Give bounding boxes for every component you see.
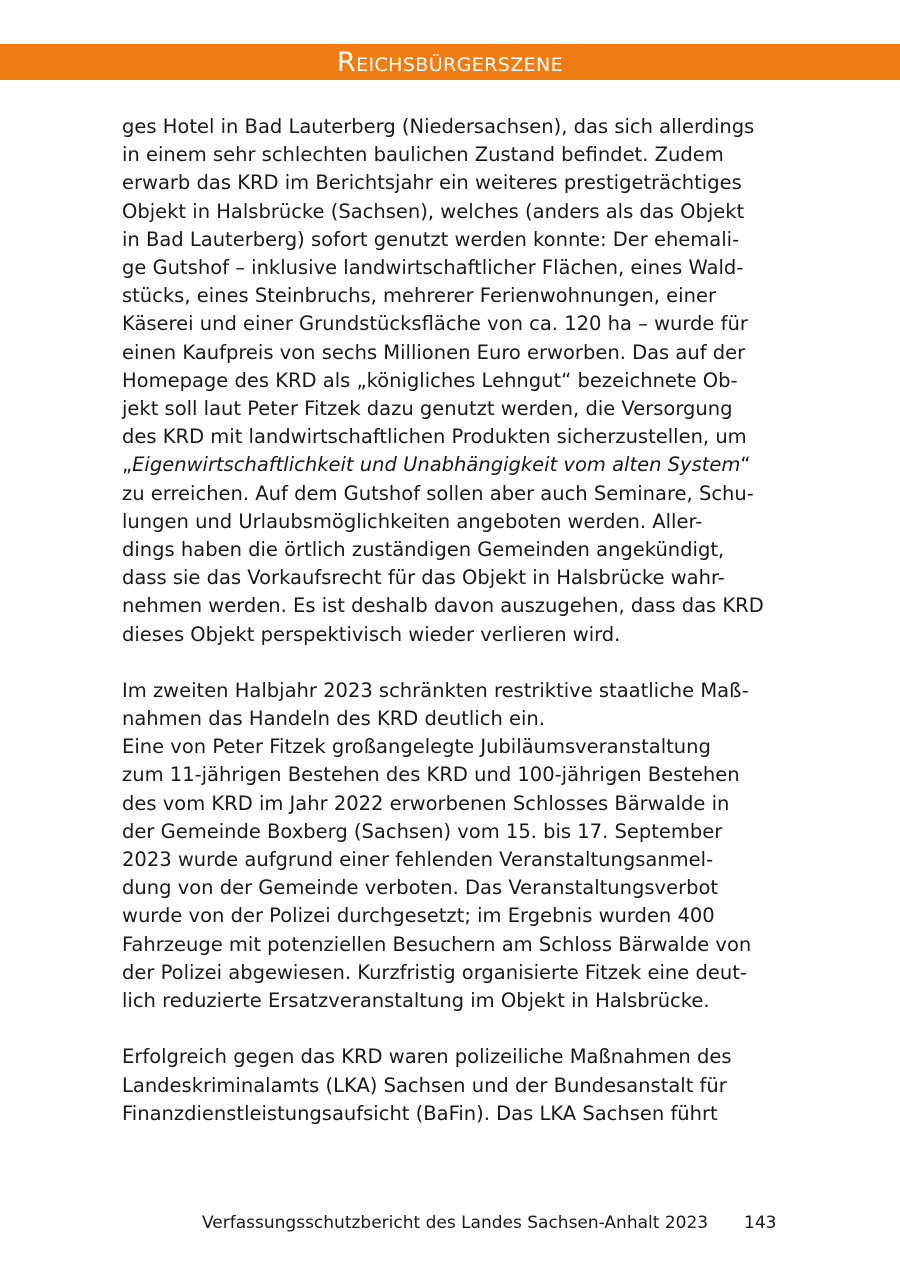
italic-quote: Eigenwirtschaftlichkeit und Unabhängigkeit vom alten System: [132, 453, 741, 477]
text-line: dieses Objekt perspektivisch wieder verlieren wird.: [122, 622, 621, 646]
text-line: des vom KRD im Jahr 2022 erworbenen Schlosses Bärwalde in: [122, 791, 730, 815]
text-line: dass sie das Vorkaufsrecht für das Objekt in Halsbrücke wahr-: [122, 566, 725, 590]
quote-line: [122, 451, 790, 479]
footer-title: Verfassungsschutzbericht des Landes Sachsen-Anhalt 2023: [202, 1213, 709, 1233]
text-line: Eine von Peter Fitzek großangelegte Jubiläumsveranstaltung: [122, 735, 711, 759]
text-line: zu erreichen. Auf dem Gutshof sollen aber auch Seminare, Schu-: [122, 481, 754, 505]
text-line: Käserei und einer Grundstücksfläche von ca. 120 ha – wurde für: [122, 312, 748, 336]
text-line: 2023 wurde aufgrund einer fehlenden Veranstaltungsanmel-: [122, 848, 714, 872]
text-line: ge Gutshof – inklusive landwirtschaftlicher Flächen, eines Wald-: [122, 256, 744, 280]
page-number: 143: [744, 1213, 777, 1233]
text-line: lich reduzierte Ersatzveranstaltung im Objekt in Halsbrücke.: [122, 989, 710, 1013]
text-line: Landeskriminalamts (LKA) Sachsen und der Bundesanstalt für: [122, 1073, 727, 1097]
text-line: zum 11-jährigen Bestehen des KRD und 100-jährigen Bestehen: [122, 763, 740, 787]
quote-close: “: [740, 453, 751, 477]
text-line: Objekt in Halsbrücke (Sachsen), welches (anders als das Objekt: [122, 199, 745, 223]
paragraph-3: [122, 1043, 790, 1128]
quote-open: „: [122, 453, 133, 477]
section-title: Reichsbürgerszene: [336, 47, 564, 78]
paragraph-spacer: [122, 1015, 790, 1043]
text-line: nehmen werden. Es ist deshalb davon auszugehen, dass das KRD: [122, 594, 764, 618]
text-line: dung von der Gemeinde verboten. Das Veranstaltungsverbot: [122, 876, 719, 900]
text-line: der Polizei abgewiesen. Kurzfristig organisierte Fitzek eine deut-: [122, 960, 747, 984]
text-line: dings haben die örtlich zuständigen Gemeinden angekündigt,: [122, 538, 725, 562]
page-footer: [0, 1213, 900, 1239]
paragraph-2: [122, 677, 790, 1015]
text-line: wurde von der Polizei durchgesetzt; im Ergebnis wurden 400: [122, 904, 715, 928]
text-line: einen Kaufpreis von sechs Millionen Euro erworben. Das auf der: [122, 340, 746, 364]
text-line: Im zweiten Halbjahr 2023 schränkten restriktive staatliche Maß-: [122, 678, 749, 702]
text-line: Homepage des KRD als „königliches Lehngut“ bezeichnete Ob-: [122, 368, 738, 392]
paragraph-1: [122, 113, 790, 649]
text-line: der Gemeinde Boxberg (Sachsen) vom 15. bis 17. September: [122, 819, 723, 843]
text-line: nahmen das Handeln des KRD deutlich ein.: [122, 707, 545, 731]
text-line: Finanzdienstleistungsaufsicht (BaFin). Das LKA Sachsen führt: [122, 1101, 718, 1125]
text-line: ges Hotel in Bad Lauterberg (Niedersachsen), das sich allerdings: [122, 115, 755, 138]
text-line: Fahrzeuge mit potenziellen Besuchern am Schloss Bärwalde von: [122, 932, 752, 956]
paragraph-spacer: [122, 649, 790, 677]
section-header-band: [0, 44, 900, 80]
text-line: in einem sehr schlechten baulichen Zustand befindet. Zudem: [122, 143, 724, 167]
text-line: jekt soll laut Peter Fitzek dazu genutzt werden, die Versorgung: [122, 397, 733, 421]
text-line: Erfolgreich gegen das KRD waren polizeiliche Maßnahmen des: [122, 1045, 732, 1069]
text-line: des KRD mit landwirtschaftlichen Produkten sicherzustellen, um: [122, 425, 747, 449]
text-line: in Bad Lauterberg) sofort genutzt werden konnte: Der ehemali-: [122, 227, 740, 251]
body-text: [122, 113, 790, 1128]
text-line: stücks, eines Steinbruchs, mehrerer Ferienwohnungen, einer: [122, 284, 716, 308]
text-line: erwarb das KRD im Berichtsjahr ein weiteres prestigeträchtiges: [122, 171, 742, 195]
text-line: lungen und Urlaubsmöglichkeiten angeboten werden. Aller-: [122, 509, 703, 533]
